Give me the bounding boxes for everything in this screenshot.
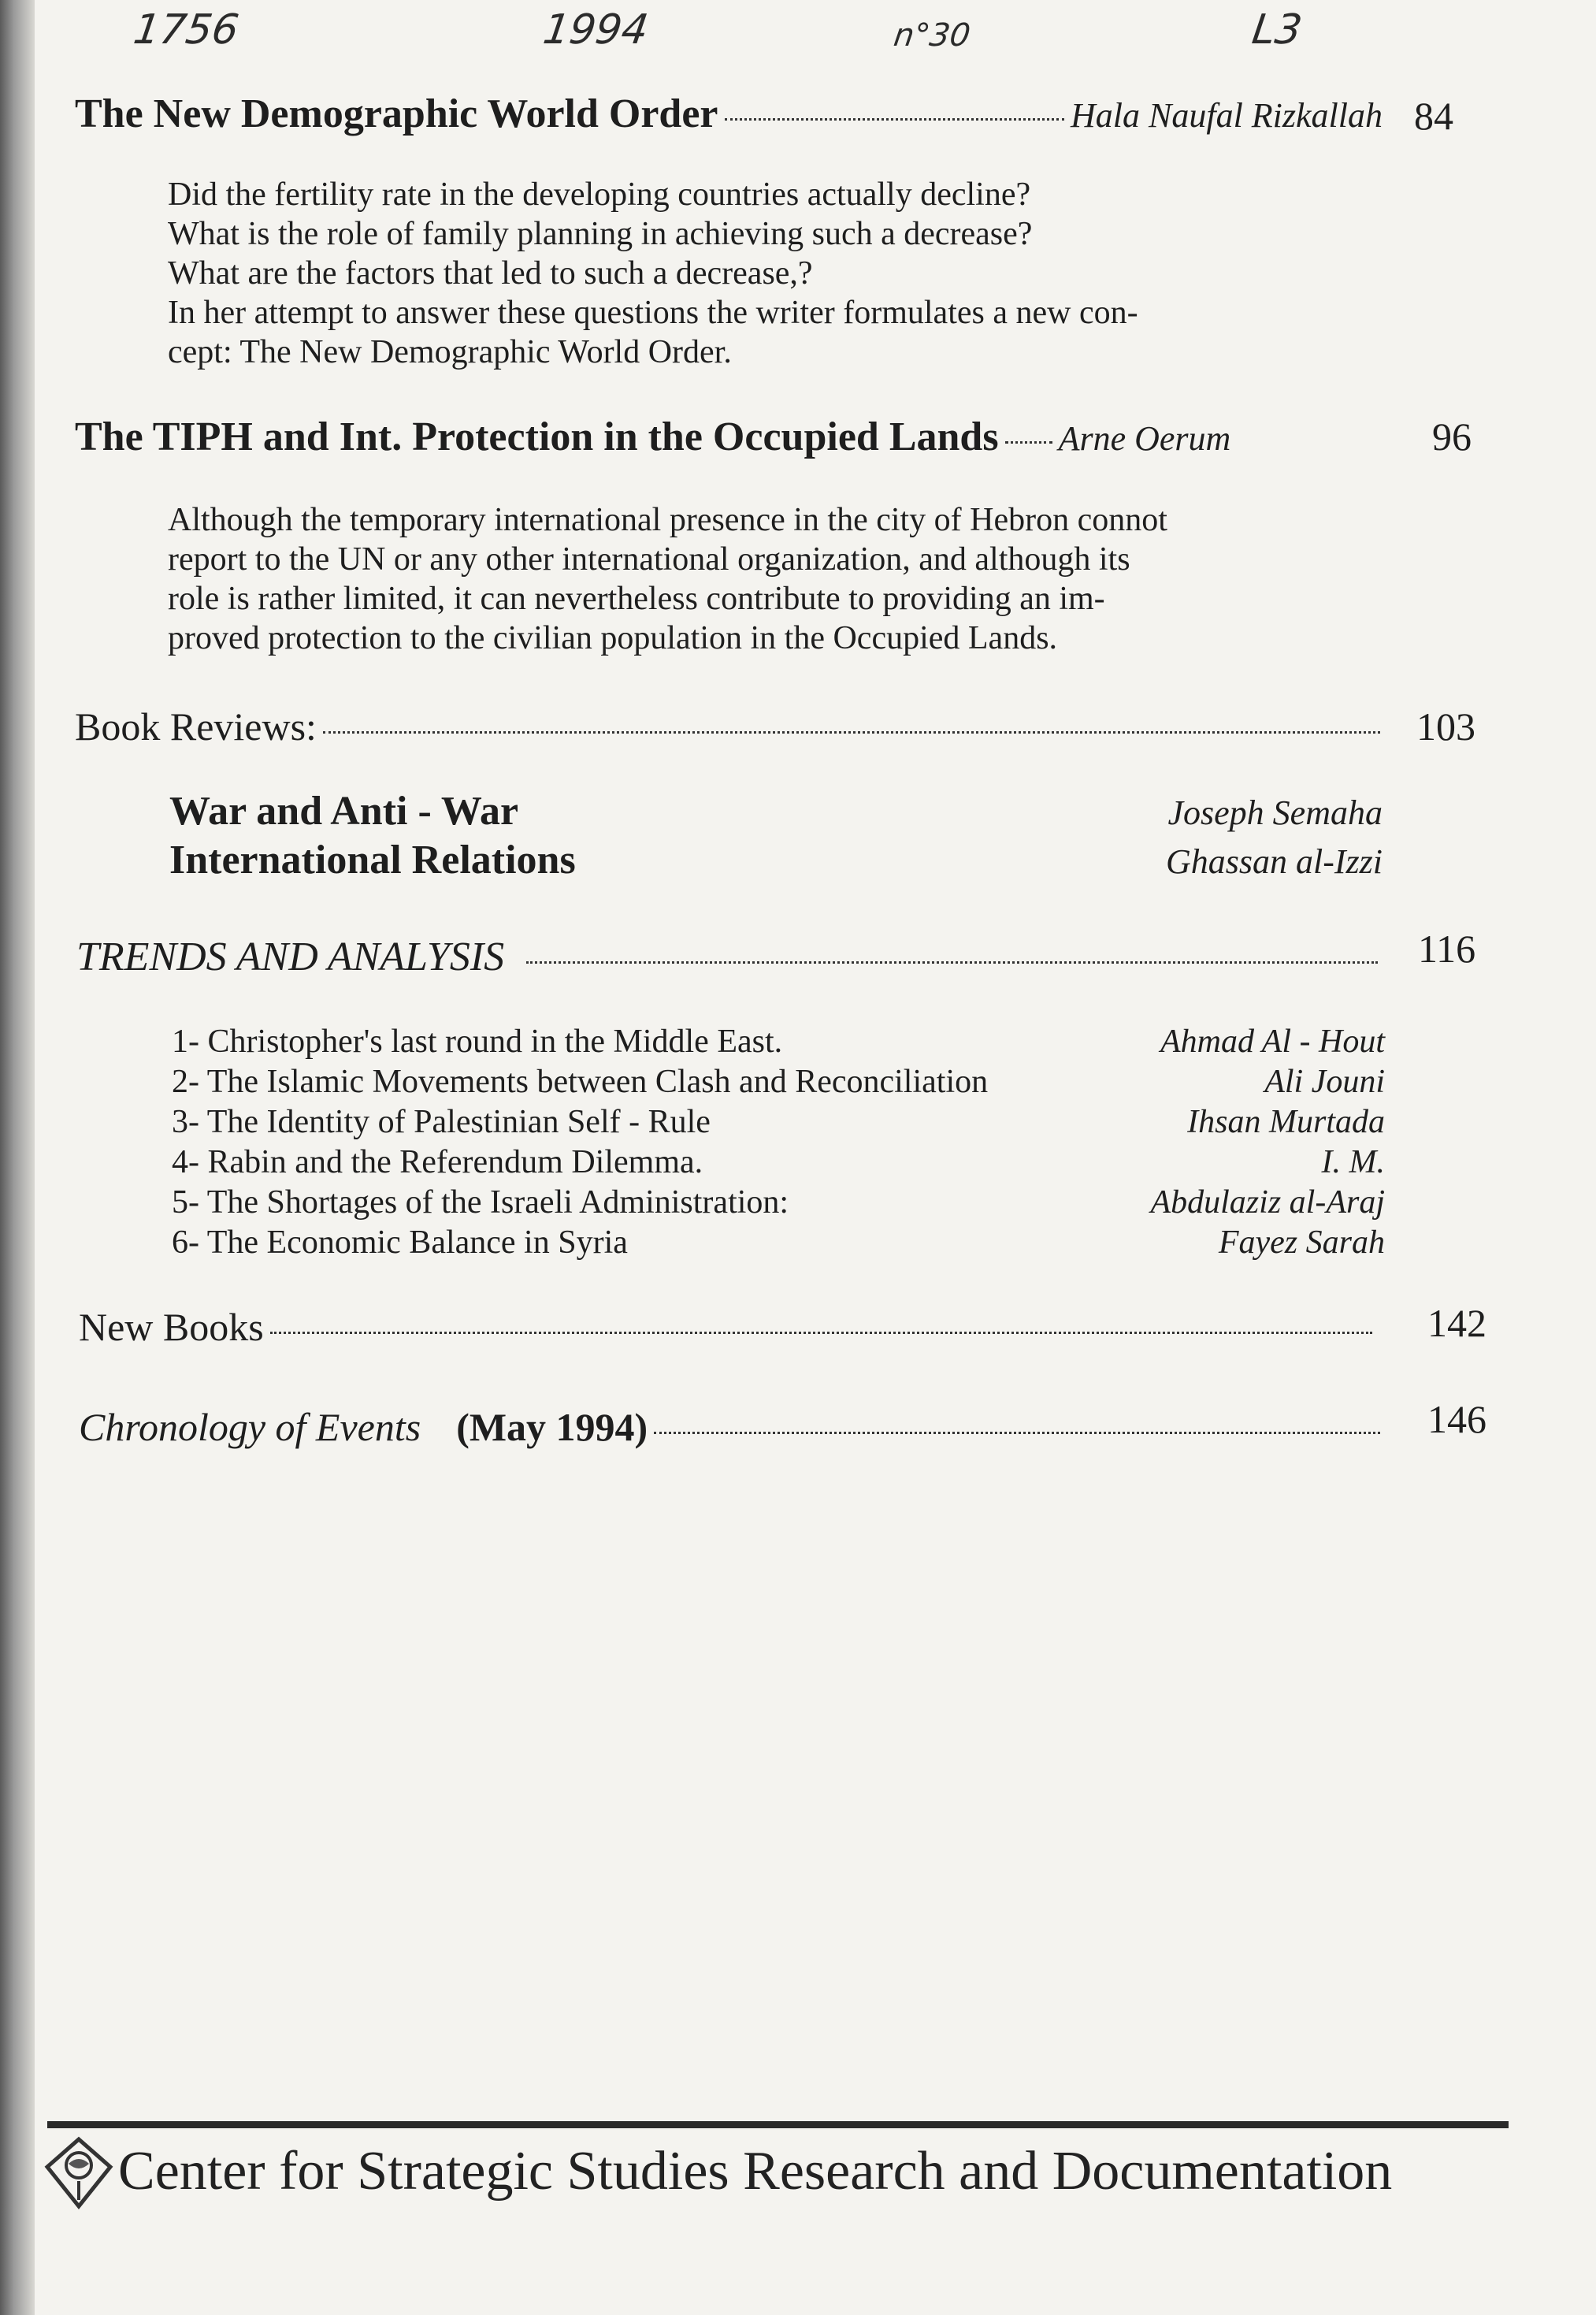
review-title: International Relations — [169, 838, 576, 883]
trend-author: Abdulaziz al-Araj — [1150, 1184, 1385, 1221]
trend-author: Ahmad Al - Hout — [1160, 1024, 1385, 1060]
article-title: The New Demographic World Order — [75, 91, 718, 136]
abstract-line: role is rather limited, it can nevertheless contribute to providing an im- — [168, 581, 1105, 617]
page-number: 116 — [1418, 927, 1476, 971]
list-item[interactable] — [172, 1143, 1385, 1184]
section-heading: TRENDS AND ANALYSIS — [76, 935, 505, 979]
page-number: 103 — [1416, 704, 1475, 749]
article-title: The TIPH and Int. Protection in the Occupied Lands — [75, 414, 999, 459]
abstract-line: In her attempt to answer these questions the writer formulates a new con- — [168, 295, 1138, 331]
section-heading: Chronology of Events — [79, 1405, 421, 1449]
trend-title: 5- The Shortages of the Israeli Administration: — [172, 1184, 789, 1221]
list-item[interactable] — [172, 1103, 1385, 1143]
trend-author: Ali Jouni — [1264, 1064, 1385, 1100]
section-heading: New Books — [79, 1305, 264, 1349]
list-item[interactable] — [172, 1224, 1385, 1264]
abstract-line: Did the fertility rate in the developing countries actually decline? — [168, 177, 1031, 213]
trend-title: 1- Christopher's last round in the Middle East. — [172, 1024, 783, 1060]
trend-author: I. M. — [1321, 1144, 1385, 1180]
article-author: Hala Naufal Rizkallah — [1071, 96, 1383, 135]
toc-entry[interactable] — [75, 414, 1383, 460]
page-number: 146 — [1427, 1397, 1487, 1441]
handwritten-note: L3 — [1249, 6, 1305, 54]
page-number: 84 — [1414, 94, 1453, 138]
article-abstract — [168, 500, 1381, 658]
list-item[interactable] — [172, 1023, 1385, 1063]
page-number: 96 — [1432, 414, 1472, 459]
abstract-line: report to the UN or any other international organization, and although its — [168, 541, 1130, 578]
abstract-line: Although the temporary international presence in the city of Hebron connot — [168, 502, 1167, 538]
toc-entry[interactable] — [79, 1404, 1386, 1450]
dot-leader — [1005, 441, 1052, 444]
review-author: Joseph Semaha — [1167, 793, 1383, 832]
chronology-date: (May 1994) — [456, 1405, 648, 1449]
trend-title: 2- The Islamic Movements between Clash and Reconciliation — [172, 1064, 989, 1100]
page-edge-shadow — [0, 0, 35, 2315]
dot-leader — [654, 1432, 1380, 1434]
trend-title: 6- The Economic Balance in Syria — [172, 1224, 628, 1261]
footer-rule — [47, 2121, 1509, 2128]
dot-leader — [270, 1332, 1372, 1334]
toc-entry[interactable] — [76, 934, 1384, 980]
trend-author: Ihsan Murtada — [1187, 1104, 1385, 1140]
dot-leader — [725, 118, 1064, 121]
list-item[interactable] — [169, 837, 1383, 886]
toc-entry[interactable] — [79, 1304, 1379, 1350]
trends-list — [172, 1023, 1385, 1264]
article-abstract — [168, 175, 1381, 372]
handwritten-note: 1994 — [540, 6, 651, 54]
list-item[interactable] — [172, 1184, 1385, 1224]
list-item[interactable] — [169, 788, 1383, 837]
abstract-line: cept: The New Demographic World Order. — [168, 334, 732, 370]
footer-organization: Center for Strategic Studies Research and Documentation — [118, 2141, 1393, 2202]
dot-leader — [323, 731, 1380, 734]
handwritten-note: n°30 — [891, 17, 973, 54]
handwritten-note: 1756 — [130, 6, 242, 54]
book-review-list — [169, 788, 1383, 886]
trend-author: Fayez Sarah — [1218, 1224, 1385, 1261]
center-logo-icon — [43, 2135, 114, 2210]
abstract-line: What are the factors that led to such a decrease,? — [168, 255, 813, 292]
review-author: Ghassan al-Izzi — [1165, 842, 1383, 881]
abstract-line: What is the role of family planning in achieving such a decrease? — [168, 216, 1033, 252]
toc-entry[interactable] — [75, 91, 1383, 137]
toc-entry[interactable] — [75, 704, 1386, 749]
list-item[interactable] — [172, 1063, 1385, 1103]
trend-title: 3- The Identity of Palestinian Self - Rule — [172, 1104, 711, 1140]
section-heading: Book Reviews: — [75, 704, 317, 749]
review-title: War and Anti - War — [169, 789, 519, 834]
dot-leader — [526, 961, 1378, 964]
trend-title: 4- Rabin and the Referendum Dilemma. — [172, 1144, 703, 1180]
abstract-line: proved protection to the civilian population in the Occupied Lands. — [168, 620, 1058, 656]
article-author: Arne Oerum — [1058, 419, 1231, 458]
page-number: 142 — [1427, 1301, 1487, 1345]
